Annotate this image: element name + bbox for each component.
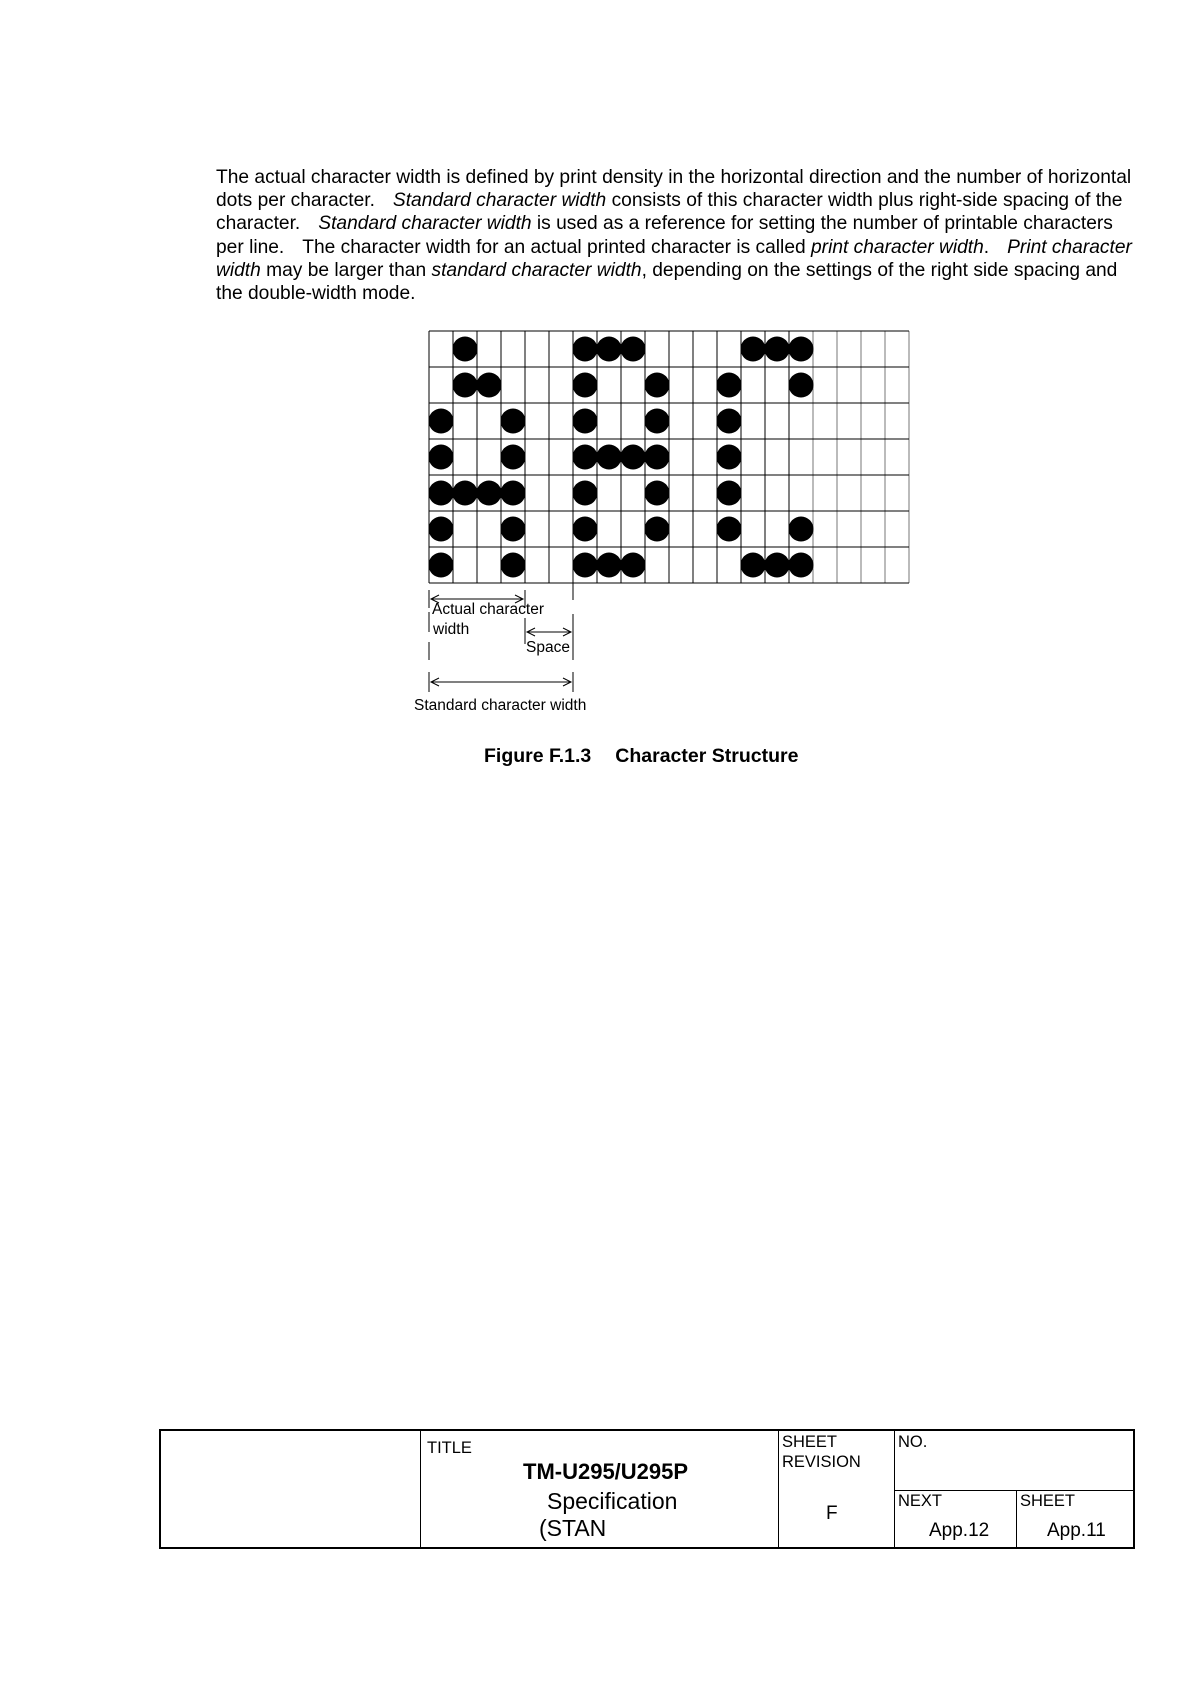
print-dot (597, 337, 622, 362)
sentence-2: consists of this character width plus right-side spacing of the character. (216, 190, 1123, 235)
print-dot (765, 337, 790, 362)
term-standard-character-width-3: standard character width (431, 259, 642, 281)
title-label: TITLE (427, 1439, 472, 1457)
sentence-1: The actual character width is defined by print density in the horizontal direction and the number of horizontal dots per character. (216, 167, 1132, 212)
sheet-revision-label-1: SHEET (782, 1433, 838, 1451)
print-dot (717, 445, 742, 470)
title-block-divider (1016, 1490, 1017, 1547)
label-width: width (433, 621, 470, 638)
term-print-character-width-1: print character width (811, 236, 984, 258)
figure-number: Figure F.1.3 (484, 745, 592, 767)
print-dot (429, 409, 454, 434)
term-standard-character-width-2: Standard character width (318, 213, 532, 235)
next-value: App.12 (929, 1520, 990, 1541)
character-structure-figure (0, 0, 1190, 740)
print-dot (501, 481, 526, 506)
print-dot (645, 409, 670, 434)
print-dot (477, 373, 502, 398)
figure-caption (484, 745, 798, 768)
term-print-character-width-2: Print character width (216, 236, 1132, 281)
title-sub-2: (STAN (539, 1515, 607, 1541)
label-standard-character-width: Standard character width (414, 697, 587, 714)
print-dot (453, 373, 478, 398)
print-dot (597, 553, 622, 578)
print-dot (573, 337, 598, 362)
term-standard-character-width-1: Standard character width (392, 190, 607, 212)
print-dot (477, 481, 502, 506)
print-dot (741, 553, 766, 578)
title-block-divider (894, 1490, 1133, 1491)
print-dot (621, 553, 646, 578)
print-dot (453, 481, 478, 506)
label-actual-character: Actual character (432, 601, 544, 618)
title-main: TM-U295/U295P (523, 1459, 689, 1484)
print-dot (597, 445, 622, 470)
print-dot (789, 517, 814, 542)
title-block-divider (894, 1431, 895, 1547)
sentence-4-end: . (983, 236, 990, 258)
print-dot (789, 337, 814, 362)
print-dot (501, 517, 526, 542)
print-dot (621, 337, 646, 362)
print-dot (789, 553, 814, 578)
print-dot (645, 517, 670, 542)
print-dot (765, 553, 790, 578)
print-dot (645, 373, 670, 398)
print-dot (621, 445, 646, 470)
sentence-5-mid: may be larger than (266, 259, 427, 281)
print-dot (789, 373, 814, 398)
sentence-5-rest: , depending on the settings of the right side spacing and the double-width mode. (216, 259, 1118, 305)
figure-title: Character Structure (615, 745, 799, 767)
print-dot (645, 445, 670, 470)
no-label: NO. (898, 1433, 928, 1451)
print-dot (717, 409, 742, 434)
print-dot (573, 373, 598, 398)
print-dot (501, 409, 526, 434)
print-dot (573, 517, 598, 542)
print-dot (573, 481, 598, 506)
print-dot (501, 553, 526, 578)
sheet-revision-label-2: REVISION (782, 1453, 861, 1471)
print-dot (453, 337, 478, 362)
print-dot (717, 517, 742, 542)
print-dot (717, 373, 742, 398)
print-dot (741, 337, 766, 362)
print-dot (501, 445, 526, 470)
print-dot (429, 517, 454, 542)
sheet-label: SHEET (1020, 1492, 1076, 1510)
title-sub-1: Specification (547, 1488, 678, 1514)
title-block-divider (420, 1431, 421, 1547)
print-dot (645, 481, 670, 506)
title-block (159, 1429, 1135, 1549)
print-dot (573, 445, 598, 470)
print-dot (429, 445, 454, 470)
revision-value: F (826, 1503, 838, 1524)
label-space: Space (526, 639, 570, 656)
sentence-4: The character width for an actual printed character is called (302, 236, 806, 258)
print-dot (717, 481, 742, 506)
sentence-3: is used as a reference for setting the number of printable characters per line. (216, 213, 1113, 258)
title-block-divider (778, 1431, 779, 1547)
next-label: NEXT (898, 1492, 943, 1510)
print-dot (429, 553, 454, 578)
sheet-value: App.11 (1047, 1520, 1106, 1541)
print-dot (429, 481, 454, 506)
print-dot (573, 409, 598, 434)
print-dot (573, 553, 598, 578)
